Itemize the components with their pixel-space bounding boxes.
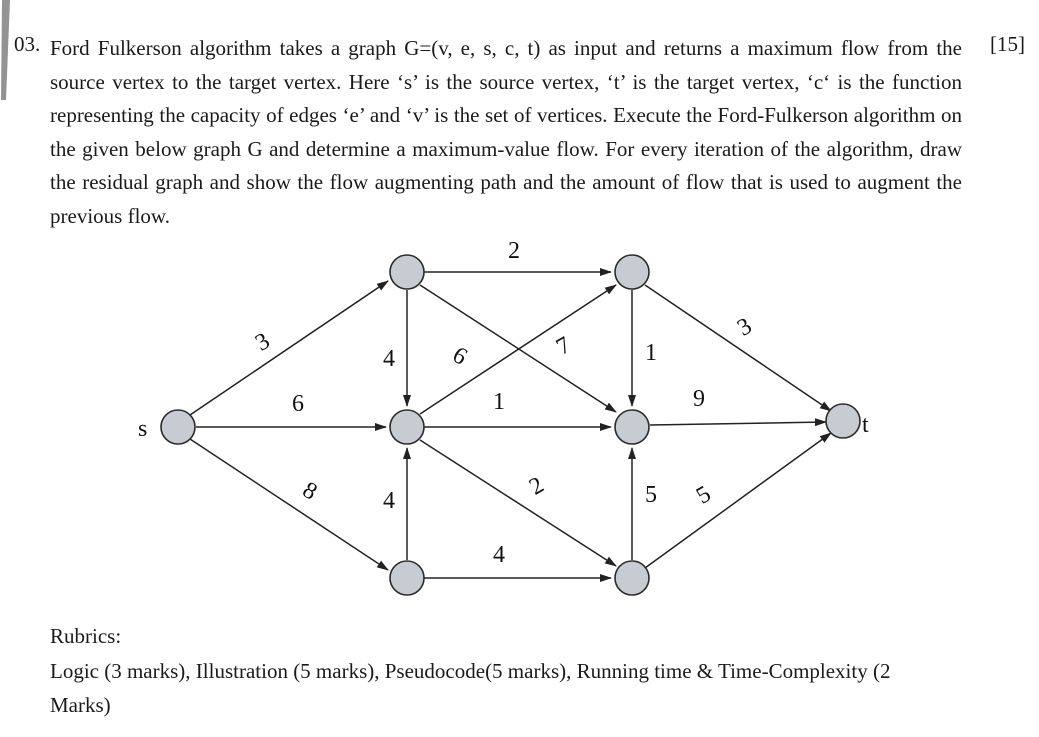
capacity-g-h: 4 [493, 542, 505, 568]
edge-e-t [650, 422, 826, 425]
node-t [826, 404, 860, 438]
capacity-a-e: 6 [447, 342, 472, 371]
node-h [615, 561, 649, 595]
node-b [615, 255, 649, 289]
capacity-h-t: 5 [691, 481, 716, 510]
edge-d-h [420, 440, 616, 566]
question-text: Ford Fulkerson algorithm takes a graph G=(v, e, s, c, t) as input and returns a maximum flow from the source vertex to the target vertex. Here ‘s’ is the source vertex, ‘t’ is the target vertex, ‘c‘ is the function representing the capacity of edges ‘e’ and ‘v’ is the set of vertices. Execute the Ford-Fulkerson algorithm on the given below graph G and determine a maximum-value flow. For every iteration of the algorithm, draw the residual graph and show the flow augmenting path and the amount of flow that is used to augment the previous flow. [50, 36, 962, 228]
rubrics-text: Logic (3 marks), Illustration (5 marks), Pseudocode(5 marks), Running time & Time-Complexity (2 Marks) [50, 659, 891, 717]
edge-s-g [190, 439, 388, 570]
capacity-a-d: 4 [383, 346, 395, 372]
capacity-s-g: 8 [297, 477, 322, 506]
target-label: t [862, 412, 869, 438]
node-g [390, 561, 424, 595]
capacity-e-t: 9 [693, 386, 705, 412]
capacity-d-h: 2 [524, 472, 549, 501]
question-number: 03. [14, 32, 41, 56]
rubrics-title: Rubrics: [50, 624, 122, 648]
capacity-h-e: 5 [645, 482, 657, 508]
capacity-s-d: 6 [292, 391, 304, 417]
node-a [390, 255, 424, 289]
capacity-d-e: 1 [493, 389, 505, 415]
node-s [161, 410, 195, 444]
node-e [615, 410, 649, 444]
question-marks: [15] [990, 32, 1025, 56]
source-label: s [138, 416, 148, 442]
edge-s-a [190, 281, 388, 415]
capacity-d-b: 7 [551, 332, 576, 361]
capacity-s-a: 3 [250, 328, 275, 357]
capacity-b-e: 1 [645, 340, 657, 366]
capacity-a-b: 2 [508, 238, 520, 264]
edge-b-t [645, 285, 831, 411]
node-d [390, 410, 424, 444]
capacity-g-d: 4 [383, 488, 395, 514]
edge-h-t [645, 433, 831, 568]
capacity-b-t: 3 [732, 313, 757, 342]
